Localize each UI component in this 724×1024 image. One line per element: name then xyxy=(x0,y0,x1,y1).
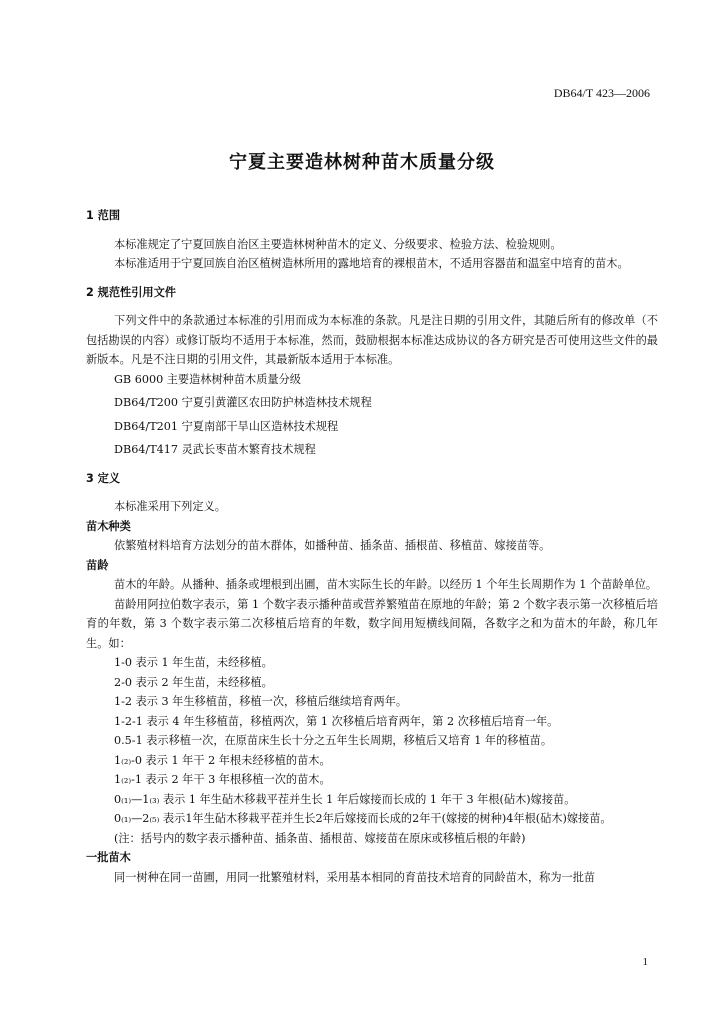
paragraph: 下列文件中的条款通过本标准的引用而成为本标准的条款。凡是注日期的引用文件，其随后所有的修改单（不包括勘误的内容）或修订版均不适用于本标准，然而，鼓励根据本标准达成协议的各方研究是否可使用这些文件的最新版本。凡是不注日期的引用文件，其最新版本适用于本标准。 xyxy=(86,314,658,366)
reference-item: DB64/T200 宁夏引黄灌区农田防护林造林技术规程 xyxy=(114,396,372,409)
term-definition: 苗龄用阿拉伯数字表示，第 1 个数字表示播种苗或营养繁殖苗在原地的年龄；第 2 个数字表示第一次移植后培育的年数，第 3 个数字表示第二次移植后培育的年数，数字间用短横线间隔，各数字之和为苗木的年龄，称几年生。如： xyxy=(86,597,658,650)
section-heading-references: 2 规范性引用文件 xyxy=(86,285,176,299)
document-body xyxy=(86,206,658,887)
example-item: 1-2 表示 3 年生移植苗，移植一次，移植后继续培育两年。 xyxy=(114,695,408,708)
example-item: 2-0 表示 2 年生苗，未经移植。 xyxy=(114,675,273,689)
paragraph: 本标准采用下列定义。 xyxy=(114,500,226,513)
example-item: 1-0 表示 1 年生苗，未经移植。 xyxy=(114,656,273,669)
note: (注：括号内的数字表示播种苗、插条苗、插根苗、嫁接苗在原床或移植后根的年龄) xyxy=(114,831,526,845)
standard-code: DB64/T 423—2006 xyxy=(553,86,650,100)
reference-item: GB 6000 主要造林树种苗木质量分级 xyxy=(114,372,301,386)
page-number: 1 xyxy=(642,956,648,968)
paragraph: 本标准适用于宁夏回族自治区植树造林所用的露地培育的裸根苗木，不适用容器苗和温室中培育的苗木。 xyxy=(114,257,629,270)
reference-item: DB64/T417 灵武长枣苗木繁育技术规程 xyxy=(114,443,316,456)
example-item: 0₍₁₎—2₍₅₎ 表示1年生砧木移栽平茬并生长2年后嫁接而长成的2年干(嫁接的树种)4年根(砧木)嫁接苗。 xyxy=(114,812,612,825)
section-heading-definitions: 3 定义 xyxy=(86,471,121,485)
document-title: 宁夏主要造林树种苗木质量分级 xyxy=(229,152,495,173)
example-item: 1-2-1 表示 4 年生移植苗，移植两次，第 1 次移植后培育两年，第 2 次移植后培育一年。 xyxy=(114,714,559,728)
term-definition: 依繁殖材料培育方法划分的苗木群体，如播种苗、插条苗、插根苗、移植苗、嫁接苗等。 xyxy=(114,539,551,552)
term-heading: 一批苗木 xyxy=(86,851,131,864)
section-heading-scope: 1 范围 xyxy=(86,209,121,222)
reference-item: DB64/T201 宁夏南部干旱山区造林技术规程 xyxy=(114,419,339,433)
term-definition: 苗木的年龄。从播种、插条或埋根到出圃，苗木实际生长的年龄。以经历 1 个年生长周期作为 1 个苗龄单位。 xyxy=(114,578,658,591)
example-item: 1₍₂₎-0 表示 1 年干 2 年根未经移植的苗木。 xyxy=(114,753,331,767)
term-definition: 同一树种在同一苗圃，用同一批繁殖材料，采用基本相同的育苗技术培育的同龄苗木，称为一批苗 xyxy=(114,870,596,884)
term-heading: 苗龄 xyxy=(86,558,109,572)
paragraph: 本标准规定了宁夏回族自治区主要造林树种苗木的定义、分级要求、检验方法、检验规则。 xyxy=(114,237,562,251)
example-item: 0.5-1 表示移植一次，在原苗床生长十分之五年生长周期，移植后又培育 1 年的移植苗。 xyxy=(114,734,553,747)
example-item: 0₍₁₎—1₍₃₎ 表示 1 年生砧木移栽平茬并生长 1 年后嫁接而长成的 1 年干 3 年根(砧木)嫁接苗。 xyxy=(114,792,576,806)
example-item: 1₍₂₎-1 表示 2 年干 3 年根移植一次的苗木。 xyxy=(114,773,331,786)
term-heading: 苗木种类 xyxy=(86,519,131,533)
